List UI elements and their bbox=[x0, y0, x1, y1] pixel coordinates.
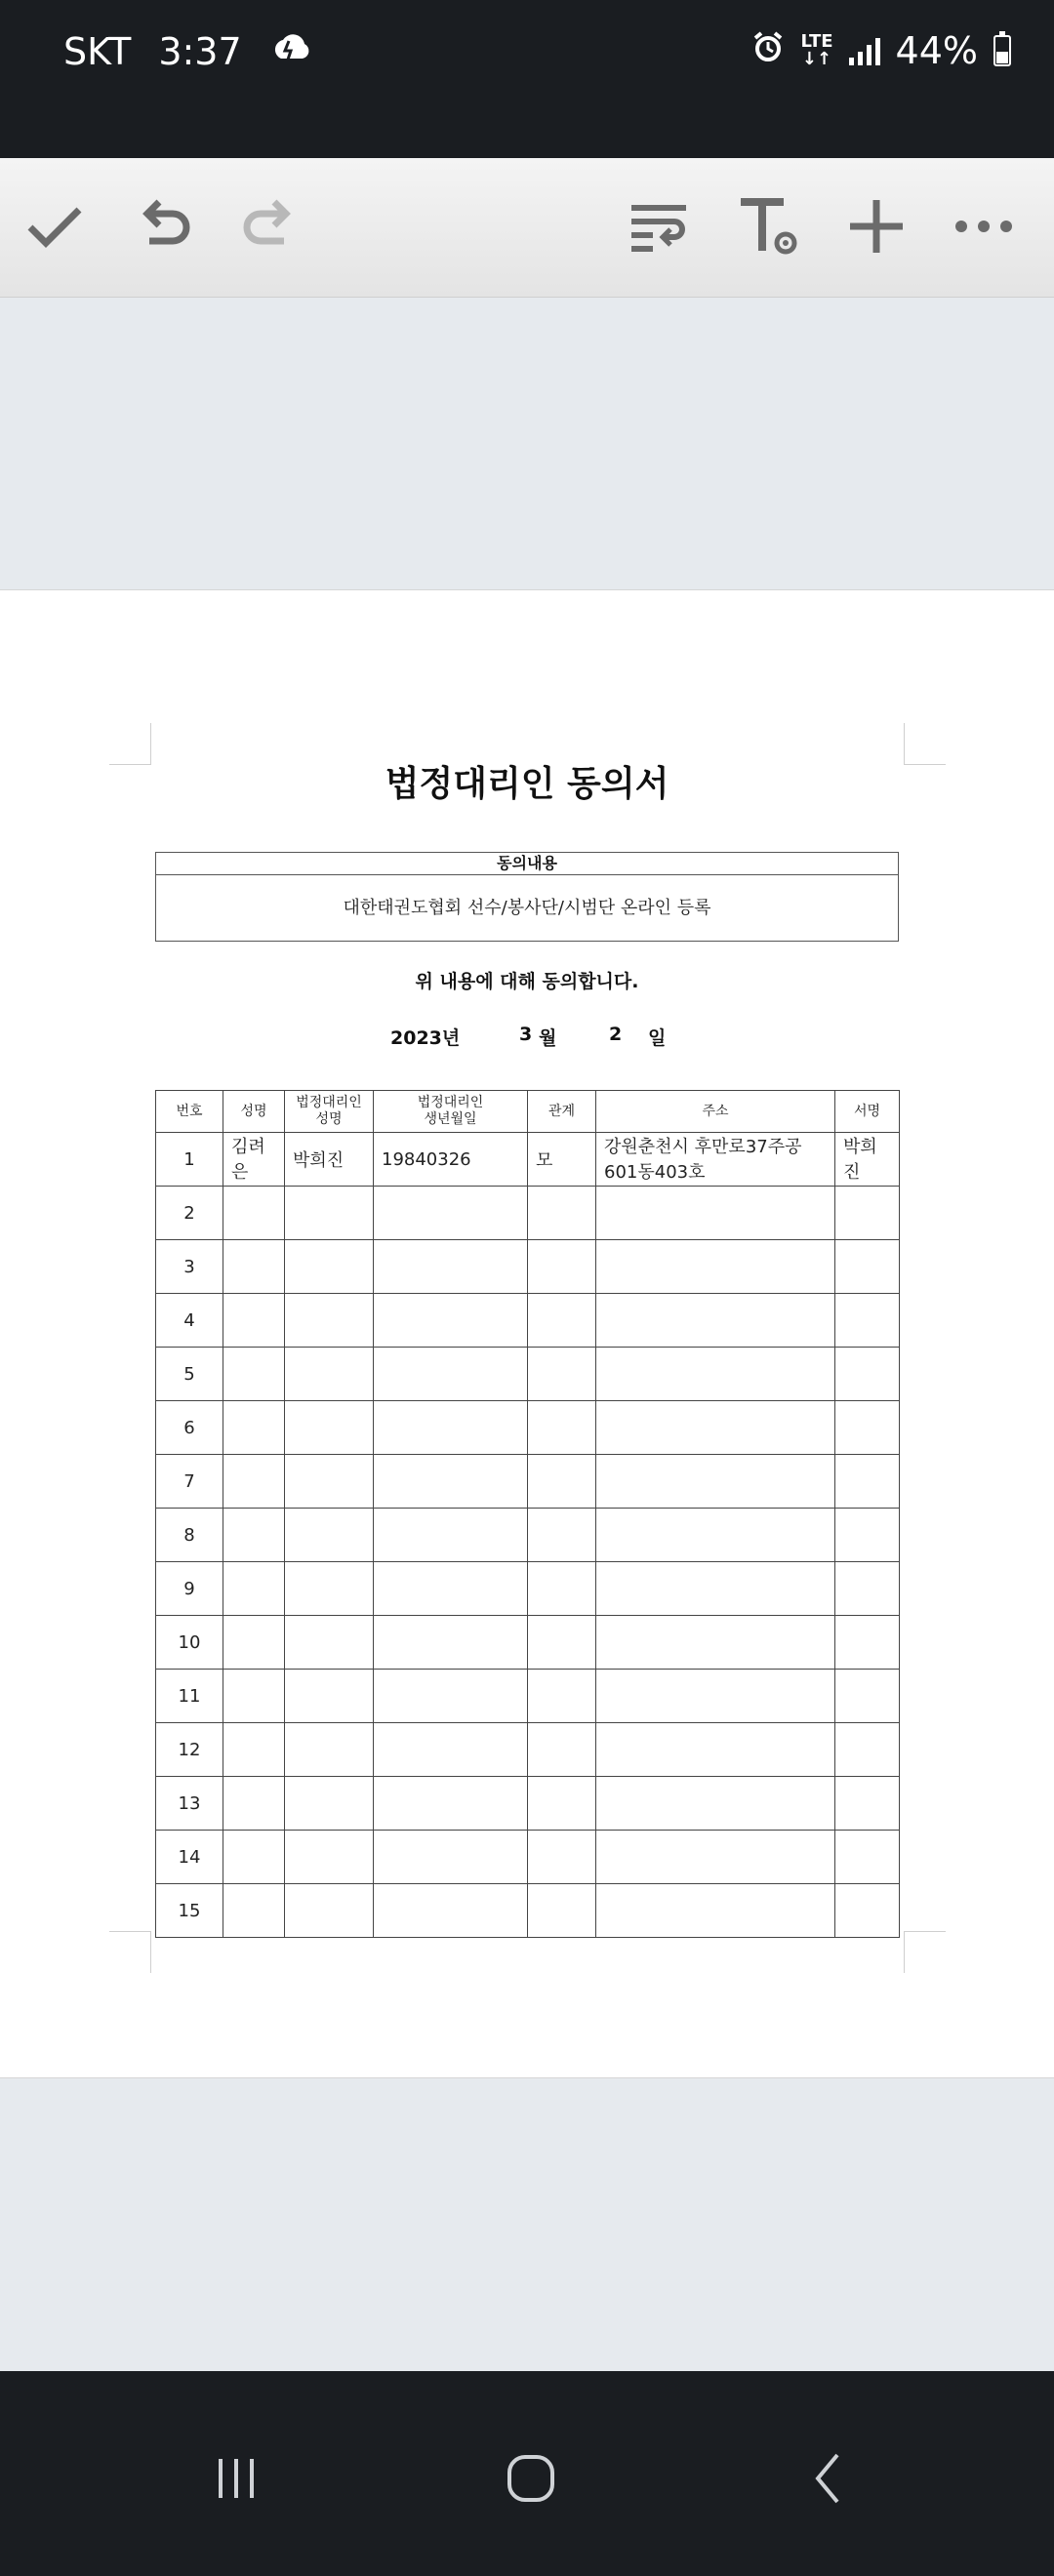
header-number: 번호 bbox=[156, 1091, 223, 1133]
cell-guardian-birthdate[interactable] bbox=[374, 1884, 528, 1938]
cell-relation[interactable] bbox=[528, 1348, 596, 1401]
battery-percent: 44% bbox=[895, 29, 978, 72]
alarm-icon bbox=[751, 29, 785, 72]
cell-number[interactable]: 15 bbox=[156, 1884, 223, 1938]
cell-name[interactable] bbox=[223, 1294, 285, 1348]
cell-guardian-birthdate[interactable] bbox=[374, 1187, 528, 1240]
cell-guardian-birthdate[interactable] bbox=[374, 1616, 528, 1670]
status-bar bbox=[0, 0, 1054, 158]
cell-number[interactable]: 3 bbox=[156, 1240, 223, 1294]
cell-address[interactable] bbox=[596, 1670, 835, 1723]
cell-name[interactable] bbox=[223, 1562, 285, 1616]
cell-name[interactable] bbox=[223, 1187, 285, 1240]
cell-signature[interactable] bbox=[835, 1884, 900, 1938]
add-icon[interactable] bbox=[837, 187, 915, 265]
margin-marker bbox=[109, 1931, 151, 1973]
consent-header: 동의내용 bbox=[156, 853, 898, 875]
cell-address[interactable] bbox=[596, 1562, 835, 1616]
cell-signature[interactable]: 박희 진 bbox=[835, 1133, 900, 1187]
cell-guardian-birthdate[interactable] bbox=[374, 1831, 528, 1884]
cell-guardian-name[interactable] bbox=[285, 1348, 374, 1401]
cell-number[interactable]: 14 bbox=[156, 1831, 223, 1884]
signal-icon bbox=[849, 36, 880, 65]
cell-address[interactable]: 강원춘천시 후만로37주공 601동403호 bbox=[596, 1133, 835, 1187]
cell-relation[interactable] bbox=[528, 1670, 596, 1723]
table-row bbox=[156, 1401, 900, 1455]
header-relation: 관계 bbox=[528, 1091, 596, 1133]
redo-icon[interactable] bbox=[230, 187, 308, 265]
date-year: 2023년 bbox=[390, 1027, 461, 1049]
cell-number[interactable]: 5 bbox=[156, 1348, 223, 1401]
cell-number[interactable]: 11 bbox=[156, 1670, 223, 1723]
cell-name[interactable] bbox=[223, 1455, 285, 1509]
header-name: 성명 bbox=[223, 1091, 285, 1133]
table-body bbox=[156, 1133, 900, 1938]
cell-guardian-birthdate[interactable] bbox=[374, 1509, 528, 1562]
cell-guardian-name[interactable]: 박희진 bbox=[285, 1133, 374, 1187]
cell-address[interactable] bbox=[596, 1401, 835, 1455]
cell-relation[interactable] bbox=[528, 1723, 596, 1777]
cell-signature[interactable] bbox=[835, 1616, 900, 1670]
cell-number[interactable]: 4 bbox=[156, 1294, 223, 1348]
cell-relation[interactable] bbox=[528, 1401, 596, 1455]
cell-number[interactable]: 7 bbox=[156, 1455, 223, 1509]
cell-number[interactable]: 12 bbox=[156, 1723, 223, 1777]
cell-relation[interactable] bbox=[528, 1777, 596, 1831]
lte-icon: LTE ↓↑ bbox=[800, 31, 833, 69]
cell-name[interactable] bbox=[223, 1240, 285, 1294]
cell-relation[interactable] bbox=[528, 1509, 596, 1562]
cell-guardian-birthdate[interactable] bbox=[374, 1777, 528, 1831]
cell-number[interactable]: 6 bbox=[156, 1401, 223, 1455]
table-row bbox=[156, 1187, 900, 1240]
cell-guardian-name[interactable] bbox=[285, 1187, 374, 1240]
table-row bbox=[156, 1240, 900, 1294]
cell-guardian-name[interactable] bbox=[285, 1455, 374, 1509]
cell-signature[interactable] bbox=[835, 1831, 900, 1884]
cell-guardian-name[interactable] bbox=[285, 1670, 374, 1723]
cell-guardian-birthdate[interactable] bbox=[374, 1240, 528, 1294]
date-day-unit: 일 bbox=[648, 1027, 667, 1049]
cell-guardian-name[interactable] bbox=[285, 1831, 374, 1884]
document-page[interactable] bbox=[0, 589, 1054, 2078]
cell-relation[interactable] bbox=[528, 1187, 596, 1240]
table-row bbox=[156, 1509, 900, 1562]
consent-box bbox=[155, 852, 899, 942]
cell-signature[interactable] bbox=[835, 1562, 900, 1616]
cell-relation[interactable] bbox=[528, 1831, 596, 1884]
cell-guardian-name[interactable] bbox=[285, 1401, 374, 1455]
cell-signature[interactable] bbox=[835, 1509, 900, 1562]
cell-guardian-birthdate[interactable] bbox=[374, 1294, 528, 1348]
home-icon[interactable] bbox=[482, 2430, 580, 2527]
cell-guardian-birthdate[interactable]: 19840326 bbox=[374, 1133, 528, 1187]
cell-name[interactable] bbox=[223, 1509, 285, 1562]
cell-number[interactable]: 2 bbox=[156, 1187, 223, 1240]
cell-name[interactable] bbox=[223, 1777, 285, 1831]
cell-relation[interactable] bbox=[528, 1240, 596, 1294]
cell-guardian-name[interactable] bbox=[285, 1884, 374, 1938]
cell-relation[interactable] bbox=[528, 1884, 596, 1938]
cell-guardian-name[interactable] bbox=[285, 1723, 374, 1777]
cell-name[interactable] bbox=[223, 1348, 285, 1401]
table-row bbox=[156, 1723, 900, 1777]
guardian-table bbox=[155, 1090, 900, 1938]
header-signature: 서명 bbox=[835, 1091, 900, 1133]
cell-address[interactable] bbox=[596, 1777, 835, 1831]
cell-name[interactable] bbox=[223, 1831, 285, 1884]
cell-relation[interactable] bbox=[528, 1294, 596, 1348]
cell-guardian-name[interactable] bbox=[285, 1777, 374, 1831]
header-address: 주소 bbox=[596, 1091, 835, 1133]
cell-address[interactable] bbox=[596, 1294, 835, 1348]
cell-guardian-name[interactable] bbox=[285, 1509, 374, 1562]
clock: 3:37 bbox=[158, 29, 242, 73]
consent-body: 대한태권도협회 선수/봉사단/시범단 온라인 등록 bbox=[343, 898, 711, 918]
cell-name[interactable] bbox=[223, 1723, 285, 1777]
cell-guardian-birthdate[interactable] bbox=[374, 1455, 528, 1509]
table-row bbox=[156, 1777, 900, 1831]
cell-relation[interactable] bbox=[528, 1616, 596, 1670]
cell-signature[interactable] bbox=[835, 1455, 900, 1509]
date-month-value: 3 bbox=[519, 1024, 533, 1045]
status-right bbox=[751, 29, 1011, 72]
cell-relation[interactable] bbox=[528, 1562, 596, 1616]
recent-apps-icon[interactable] bbox=[187, 2430, 285, 2527]
status-left bbox=[63, 29, 312, 73]
cell-address[interactable] bbox=[596, 1884, 835, 1938]
cell-address[interactable] bbox=[596, 1240, 835, 1294]
undo-icon[interactable] bbox=[125, 187, 203, 265]
header-guardian-name: 법정대리인 성명 bbox=[285, 1091, 374, 1133]
table-row bbox=[156, 1616, 900, 1670]
check-icon[interactable] bbox=[16, 187, 94, 265]
cell-name[interactable] bbox=[223, 1616, 285, 1670]
table-row bbox=[156, 1294, 900, 1348]
text-format-icon[interactable] bbox=[730, 187, 808, 265]
cell-signature[interactable] bbox=[835, 1723, 900, 1777]
margin-marker bbox=[904, 1931, 946, 1973]
cell-name[interactable]: 김려 은 bbox=[223, 1133, 285, 1187]
cell-relation[interactable]: 모 bbox=[528, 1133, 596, 1187]
cell-name[interactable] bbox=[223, 1670, 285, 1723]
back-icon[interactable] bbox=[781, 2430, 878, 2527]
cell-address[interactable] bbox=[596, 1509, 835, 1562]
cell-signature[interactable] bbox=[835, 1670, 900, 1723]
table-row bbox=[156, 1884, 900, 1938]
cell-guardian-birthdate[interactable] bbox=[374, 1670, 528, 1723]
cell-signature[interactable] bbox=[835, 1240, 900, 1294]
table-row bbox=[156, 1562, 900, 1616]
cell-address[interactable] bbox=[596, 1831, 835, 1884]
navigation-bar bbox=[0, 2371, 1054, 2576]
cell-name[interactable] bbox=[223, 1884, 285, 1938]
cell-address[interactable] bbox=[596, 1348, 835, 1401]
cell-signature[interactable] bbox=[835, 1348, 900, 1401]
table-row bbox=[156, 1455, 900, 1509]
cell-guardian-birthdate[interactable] bbox=[374, 1348, 528, 1401]
cell-guardian-name[interactable] bbox=[285, 1616, 374, 1670]
cell-address[interactable] bbox=[596, 1455, 835, 1509]
cell-guardian-name[interactable] bbox=[285, 1294, 374, 1348]
cell-guardian-birthdate[interactable] bbox=[374, 1401, 528, 1455]
document-title: 법정대리인 동의서 bbox=[385, 764, 669, 804]
more-icon[interactable] bbox=[945, 187, 1023, 265]
cell-address[interactable] bbox=[596, 1187, 835, 1240]
cell-number[interactable]: 1 bbox=[156, 1133, 223, 1187]
cell-signature[interactable] bbox=[835, 1777, 900, 1831]
cell-number[interactable]: 13 bbox=[156, 1777, 223, 1831]
cell-number[interactable]: 10 bbox=[156, 1616, 223, 1670]
cell-guardian-birthdate[interactable] bbox=[374, 1723, 528, 1777]
table-row bbox=[156, 1133, 900, 1187]
cell-guardian-name[interactable] bbox=[285, 1240, 374, 1294]
agree-statement: 위 내용에 대해 동의합니다. bbox=[415, 971, 639, 992]
cell-address[interactable] bbox=[596, 1723, 835, 1777]
table-row bbox=[156, 1348, 900, 1401]
date-month-unit: 월 bbox=[539, 1027, 557, 1049]
editor-toolbar bbox=[0, 158, 1054, 298]
text-wrap-icon[interactable] bbox=[623, 187, 701, 265]
cell-signature[interactable] bbox=[835, 1294, 900, 1348]
cloud-icon bbox=[269, 29, 312, 73]
cell-name[interactable] bbox=[223, 1401, 285, 1455]
cell-number[interactable]: 8 bbox=[156, 1509, 223, 1562]
cell-relation[interactable] bbox=[528, 1455, 596, 1509]
table-row bbox=[156, 1670, 900, 1723]
cell-address[interactable] bbox=[596, 1616, 835, 1670]
carrier-label: SKT bbox=[63, 29, 132, 73]
battery-icon bbox=[993, 35, 1011, 66]
table-row bbox=[156, 1831, 900, 1884]
cell-number[interactable]: 9 bbox=[156, 1562, 223, 1616]
table-header-row bbox=[156, 1091, 900, 1133]
cell-signature[interactable] bbox=[835, 1401, 900, 1455]
header-guardian-birthdate: 법정대리인 생년월일 bbox=[374, 1091, 528, 1133]
date-day-value: 2 bbox=[609, 1024, 623, 1045]
cell-guardian-name[interactable] bbox=[285, 1562, 374, 1616]
cell-guardian-birthdate[interactable] bbox=[374, 1562, 528, 1616]
network-label: LTE bbox=[800, 31, 833, 52]
cell-signature[interactable] bbox=[835, 1187, 900, 1240]
